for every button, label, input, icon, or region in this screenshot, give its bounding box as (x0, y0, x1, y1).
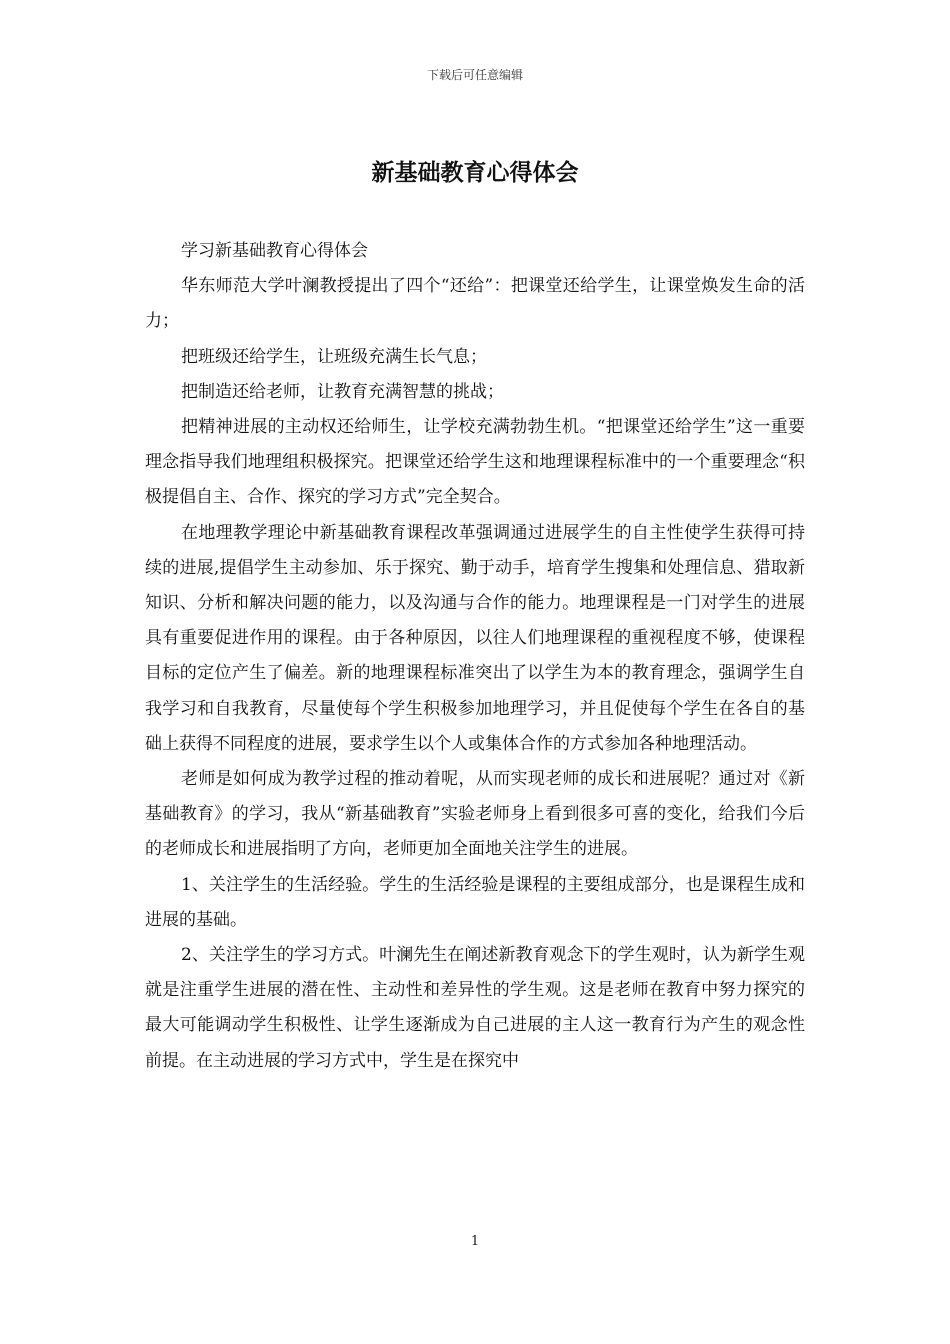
paragraph: 把制造还给老师，让教育充满智慧的挑战； (181, 381, 504, 402)
paragraph-list-item: 1、关注学生的生活经验。学生的生活经验是课程的主要组成部分，也是课程生成和进展的基础。 (145, 874, 805, 930)
paragraph: 华东师范大学叶澜教授提出了四个“还给”：把课堂还给学生，让课堂焕发生命的活力； (145, 276, 805, 332)
paragraph: 把精神进展的主动权还给师生，让学校充满勃勃生机。“把课堂还给学生”这一重要理念指导我们地理组积极探究。把课堂还给学生这和地理课程标准中的一个重要理念“积极提倡自主、合作、探究的学习方式”完全契合。 (145, 417, 805, 508)
paragraph: 把班级还给学生，让班级充满生长气息； (181, 346, 487, 367)
paragraph: 在地理教学理论中新基础教育课程改革强调通过进展学生的自主性使学生获得可持续的进展,提倡学生主动参加、乐于探究、勤于动手，培育学生搜集和处理信息、猎取新知识、分析和解决问题的能力，以及沟通与合作的能力。地理课程是一门对学生的进展具有重要促进作用的课程。由于各种原因，以往人们地理课程的重视程度不够，使课程目标的定位产生了偏差。新的地理课程标准突出了以学生为本的教育理念，强调学生自我学习和自我教育，尽量使每个学生积极参加地理学习，并且促使每个学生在各自的基础上获得不同程度的进展，要求学生以个人或集体合作的方式参加各种地理活动。 (145, 522, 805, 754)
paragraph-subtitle: 学习新基础教育心得体会 (181, 241, 368, 261)
document-body (145, 234, 805, 1079)
header-note: 下载后可任意编辑 (426, 68, 523, 82)
page-number: 1 (470, 1234, 480, 1249)
paragraph: 老师是如何成为教学过程的推动着呢，从而实现老师的成长和进展呢？通过对《新基础教育》的学习，我从“新基础教育”实验老师身上看到很多可喜的变化，给我们今后的老师成长和进展指明了方向，老师更加全面地关注学生的进展。 (145, 769, 805, 860)
document-title: 新基础教育心得体会 (371, 159, 579, 186)
paragraph-list-item: 2、关注学生的学习方式。叶澜先生在阐述新教育观念下的学生观时，认为新学生观就是注重学生进展的潜在性、主动性和差异性的学生观。这是老师在教育中努力探究的最大可能调动学生积极性、让学生逐渐成为自己进展的主人这一教育行为产生的观念性前提。在主动进展的学习方式中，学生是在探究中 (145, 945, 805, 1071)
